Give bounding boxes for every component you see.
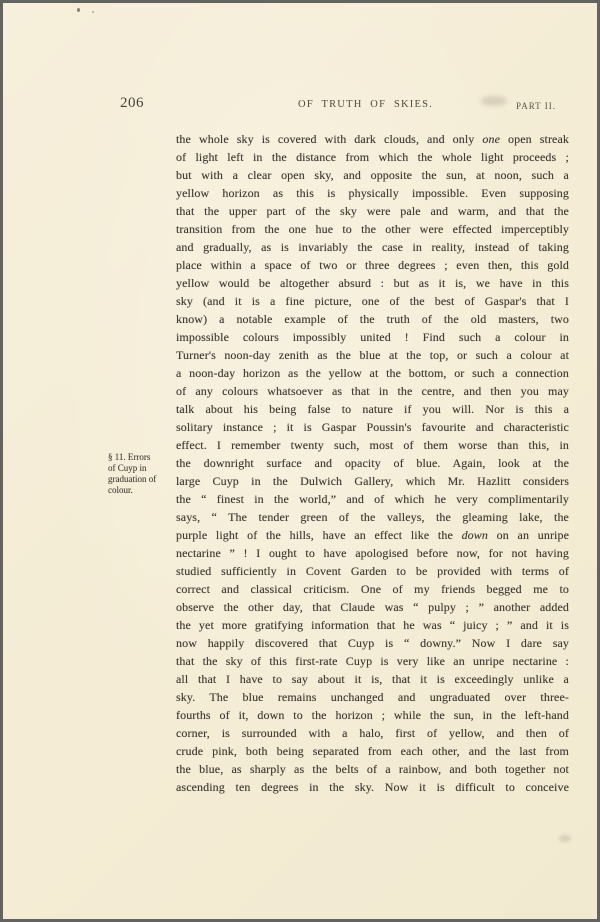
page-header	[3, 3, 597, 123]
text-line: talk about his being false to nature if you will. Nor is this a	[176, 402, 569, 416]
text-line: ascending ten degrees in the sky. Now it is difficult to conceive	[176, 780, 569, 794]
text-line: of any colours whatsoever as that in the centre, and then you may	[176, 384, 569, 398]
text-line: of light left in the distance from which the whole light proceeds ;	[176, 150, 569, 164]
text-line: all that I have to say about it is, that it is exceedingly unlike a	[176, 672, 569, 686]
text-line: now happily discovered that Cuyp is “ downy.” Now I dare say	[176, 636, 569, 650]
text-line: nectarine ” ! I ought to have apologised before now, for not having	[176, 546, 569, 560]
text-line: solitary instance ; it is Gaspar Poussin's favourite and characteristic	[176, 420, 569, 434]
body-text	[176, 130, 569, 796]
text-line: of Cuyp in	[108, 463, 147, 473]
page-number: 206	[120, 95, 144, 111]
text-line: but with a clear open sky, and opposite the sun, at noon, such a	[176, 168, 569, 182]
text-line: sky. The blue remains unchanged and ungraduated over three-	[176, 690, 569, 704]
text-line: says, “ The tender green of the valleys, the gleaming lake, the	[176, 510, 569, 524]
text-line: a noon-day horizon as the yellow at the bottom, or such a connection	[176, 366, 569, 380]
text-line: Turner's noon-day zenith as the blue at the top, or such a colour at	[176, 348, 569, 362]
text-line: the blue, as sharply as the belts of a rainbow, and both together not	[176, 762, 569, 776]
text-line: corner, is surrounded with a halo, first of yellow, and then of	[176, 726, 569, 740]
text-line: colour.	[108, 485, 133, 495]
part-label: PART II.	[516, 101, 556, 111]
text-line: and gradually, as is invariably the case in reality, instead of taking	[176, 240, 569, 254]
text-line: § 11. Errors	[108, 452, 151, 462]
text-line: that the upper part of the sky were pale and warm, and that the	[176, 204, 569, 218]
text-line: the downright surface and opacity of blue. Again, look at the	[176, 456, 569, 470]
text-line: yellow would be altogether absurd : but as it is, we have in this	[176, 276, 569, 290]
text-line: the whole sky is covered with dark clouds, and only one open streak	[176, 132, 569, 146]
text-line: the “ finest in the world,” and of which he very complimentarily	[176, 492, 569, 506]
text-line: sky (and it is a fine picture, one of the best of Gaspar's that I	[176, 294, 569, 308]
text-line: know) a notable example of the truth of the old masters, two	[176, 312, 569, 326]
text-line: place within a space of two or three degrees ; even then, this gold	[176, 258, 569, 272]
text-line: purple light of the hills, have an effect like the down on an unripe	[176, 528, 569, 542]
text-line: that the sky of this first-rate Cuyp is very like an unripe nectarine :	[176, 654, 569, 668]
text-line: impossible colours impossibly united ! Find such a colour in	[176, 330, 569, 344]
scan-artifact-smudge	[559, 835, 571, 842]
text-line: large Cuyp in the Dulwich Gallery, which Mr. Hazlitt considers	[176, 474, 569, 488]
text-line: correct and classical criticism. One of my friends begged me to	[176, 582, 569, 596]
text-line: the yet more gratifying information that he was “ juicy ; ” and it is	[176, 618, 569, 632]
text-line: studied sufficiently in Covent Garden to be provided with terms of	[176, 564, 569, 578]
text-line: transition from the one hue to the other were effected imperceptibly	[176, 222, 569, 236]
running-title: OF TRUTH OF SKIES.	[298, 99, 433, 110]
margin-note	[108, 452, 178, 496]
text-line: fourths of it, down to the horizon ; while the sun, in the left-hand	[176, 708, 569, 722]
text-line: graduation of	[108, 474, 157, 484]
text-line: yellow horizon as this is physically impossible. Even supposing	[176, 186, 569, 200]
text-line: crude pink, both being separated from each other, and the last from	[176, 744, 569, 758]
text-line: effect. I remember twenty such, most of them worse than this, in	[176, 438, 569, 452]
text-line: observe the other day, that Claude was “ pulpy ; ” another added	[176, 600, 569, 614]
